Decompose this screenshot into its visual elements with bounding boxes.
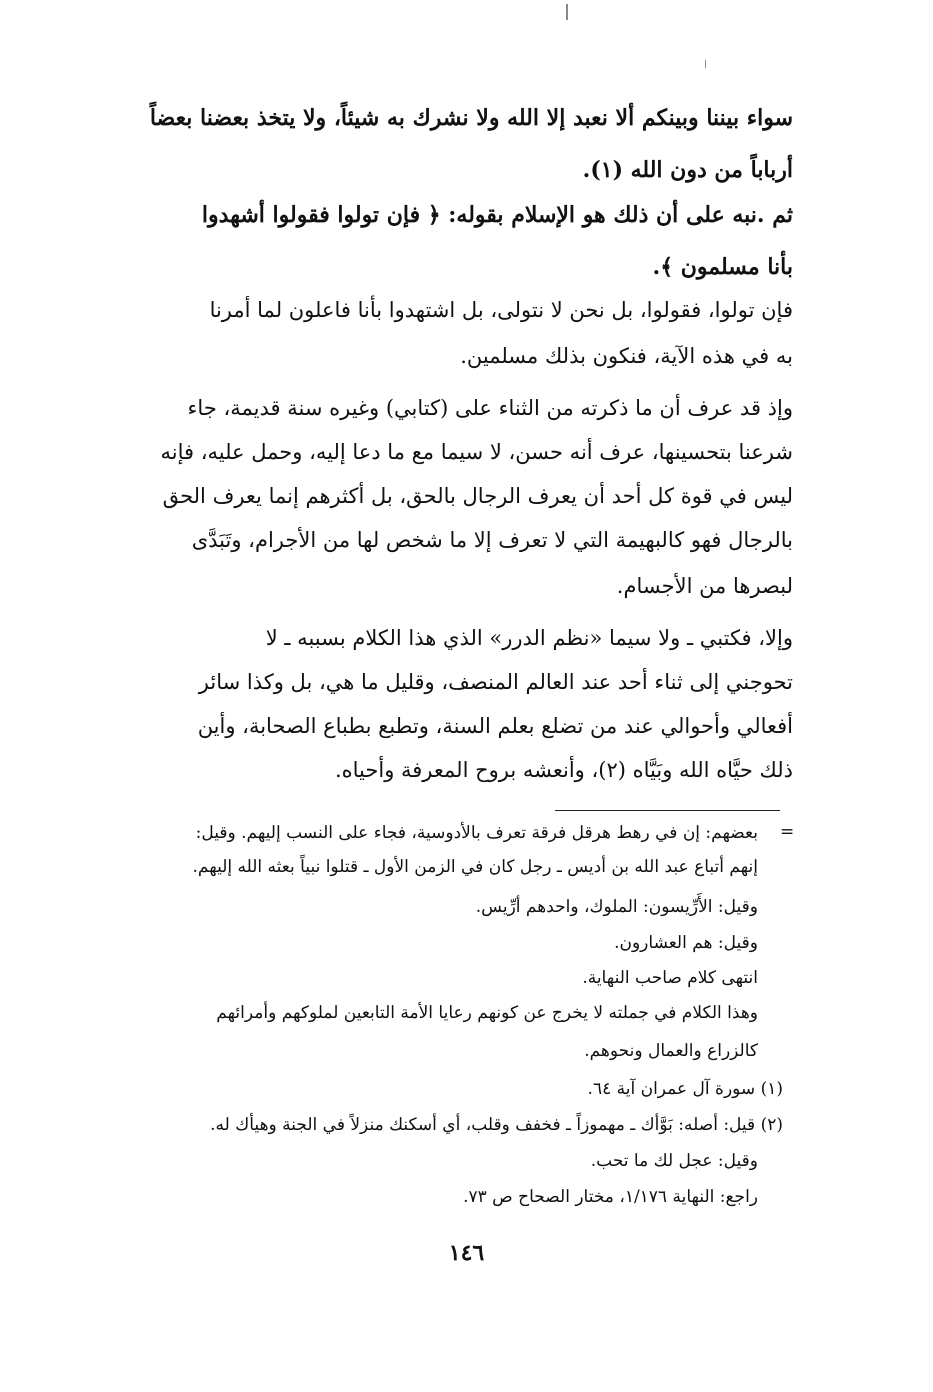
main-text-line: بأنا مسلمون ﴾. [652, 254, 793, 280]
footnote-line: وقيل: هم العشارون. [614, 933, 758, 953]
main-text-line: أرباباً من دون الله (١). [582, 157, 793, 183]
main-text-line: لبصرها من الأجسام. [616, 574, 793, 598]
footnote-line: إنهم أتباع عبد الله بن أديس ـ رجل كان في الزمن الأول ـ قتلوا نبياً بعثه الله إليهم. [192, 857, 758, 877]
main-text-line: وإلا، فكتبي ـ ولا سيما «نظم الدرر» الذي هذا الكلام بسببه ـ لا [265, 626, 793, 650]
footnote-separator [555, 810, 780, 811]
main-text-line: تحوجني إلى ثناء أحد عند العالم المنصف، وقليل ما هي، بل وكذا سائر [198, 670, 793, 694]
main-text-line: أفعالي وأحوالي عند من تضلع بعلم السنة، وتطبع بطباع الصحابة، وأين [197, 714, 793, 738]
scan-mark-small [705, 60, 706, 68]
footnote-ref-2: (٢) قيل: أصله: بَوَّأك ـ مهموزاً ـ فخفف وقلب، أي أسكنك منزلاً في الجنة وهيأك له. [210, 1115, 783, 1135]
main-text-line: شرعنا بتحسينها، عرف أنه حسن، لا سيما مع ما دعا إليه، وحمل عليه، فإنه [160, 440, 793, 464]
footnote-line: راجع: النهاية ١/١٧٦، مختار الصحاح ص ٧٣. [463, 1187, 758, 1207]
footnote-line: وقيل: عجل لك ما تحب. [590, 1151, 758, 1171]
footnote-line: وهذا الكلام في جملته لا يخرج عن كونهم رعايا الأمة التابعين لملوكهم وأمرائهم [216, 1003, 758, 1023]
main-text-line: بالرجال فهو كالبهيمة التي لا تعرف إلا ما شخص لها من الأجرام، وتَبَدَّى [191, 528, 793, 552]
main-text-line: ذلك حيَّاه الله وبَيَّاه (٢)، وأنعشه بروح المعرفة وأحياه. [334, 758, 793, 782]
main-text-line: وإذ قد عرف أن ما ذكرته من الثناء على (كتابي) وغيره سنة قديمة، جاء [187, 396, 793, 420]
main-text-line: فإن تولوا، فقولوا، بل نحن لا نتولى، بل اشتهدوا بأنا فاعلون لما أمرنا [209, 298, 793, 322]
footnote-continuation-mark: = [780, 822, 795, 842]
main-text-line: ليس في قوة كل أحد أن يعرف الرجال بالحق، بل أكثرهم إنما يعرف الحق [162, 484, 793, 508]
footnote-line: بعضهم: إن في رهط هرقل فرقة تعرف بالأدوسية، فجاء على النسب إليهم. وقيل: [195, 823, 758, 843]
footnote-line: وقيل: الأَرِّيسون: الملوك، واحدهم أرِّيس. [475, 897, 758, 917]
footnote-ref-1: (١) سورة آل عمران آية ٦٤. [587, 1079, 783, 1099]
page-number: ١٤٦ [448, 1240, 485, 1266]
footnote-line: كالزراع والعمال ونحوهم. [584, 1041, 758, 1061]
main-text-line: به في هذه الآية، فنكون بذلك مسلمين. [460, 344, 793, 368]
scan-mark-top [566, 4, 568, 20]
main-text-line: سواء بيننا وبينكم ألا نعبد إلا الله ولا نشرك به شيئاً، ولا يتخذ بعضنا بعضاً [149, 105, 793, 131]
footnote-line: انتهى كلام صاحب النهاية. [582, 968, 758, 988]
main-text-line: ثم .نبه على أن ذلك هو الإسلام بقوله: ﴿ فإن تولوا فقولوا أشهدوا [201, 202, 793, 228]
